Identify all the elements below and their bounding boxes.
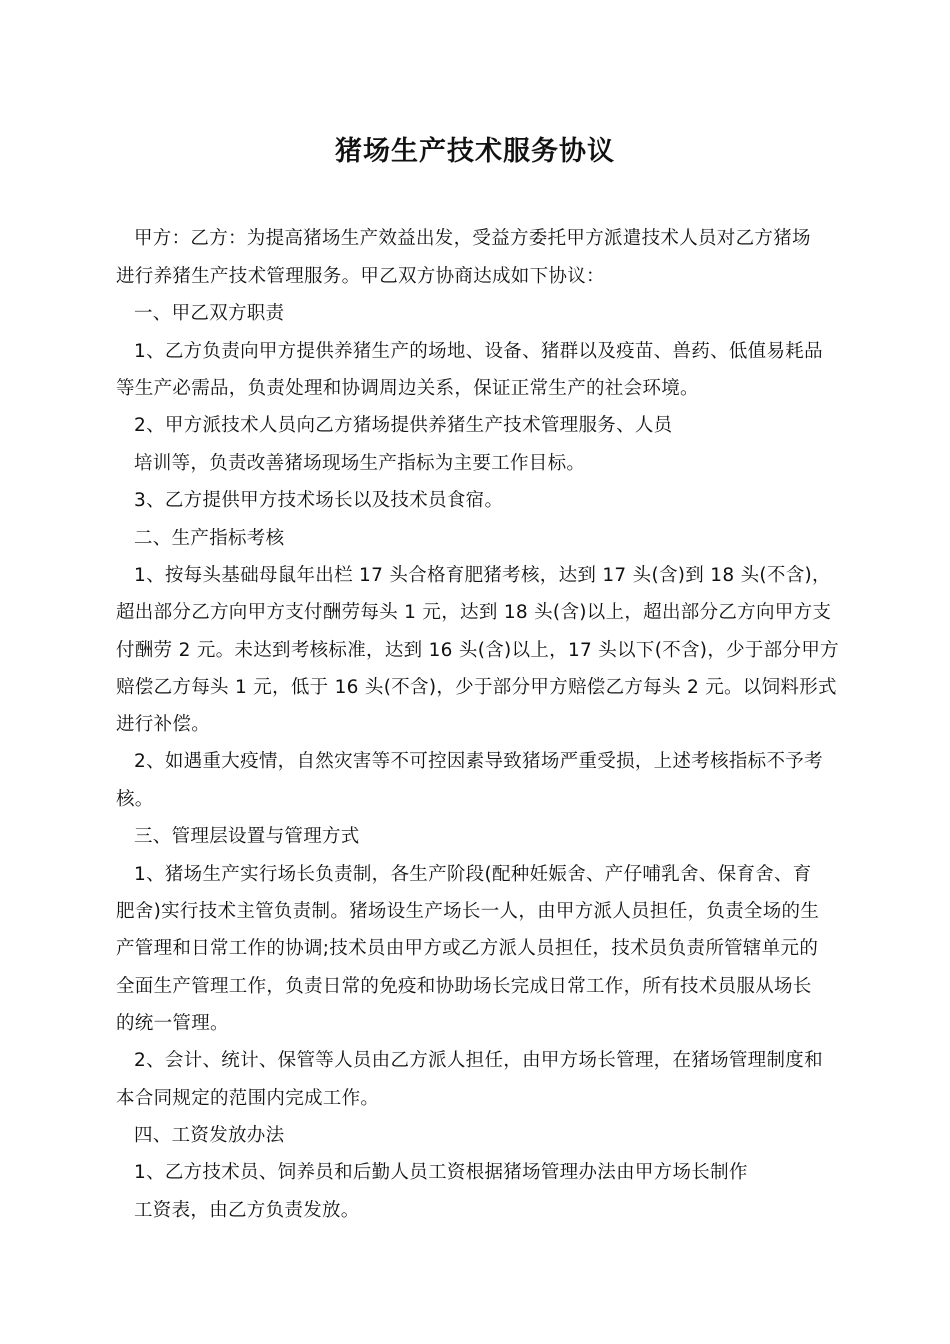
paragraph-line: 进行养猪生产技术管理服务。甲乙双方协商达成如下协议：: [116, 266, 605, 287]
paragraph-line: 超出部分乙方向甲方支付酬劳每头 1 元，达到 18 头(含)以上，超出部分乙方向甲方支: [116, 602, 832, 623]
paragraph-line: 3、乙方提供甲方技术场长以及技术员食宿。: [134, 490, 504, 511]
section-heading: 四、工资发放办法: [134, 1125, 285, 1146]
paragraph-line: 1、乙方技术员、饲养员和后勤人员工资根据猪场管理办法由甲方场长制作: [134, 1162, 748, 1183]
paragraph-line: 产管理和日常工作的协调;技术员由甲方或乙方派人员担任，技术员负责所管辖单元的: [116, 938, 819, 959]
paragraph-line: 肥舍)实行技术主管负责制。猪场设生产场长一人，由甲方派人员担任，负责全场的生: [116, 901, 820, 922]
paragraph-line: 全面生产管理工作，负责日常的免疫和协助场长完成日常工作，所有技术员服从场长: [116, 976, 812, 997]
paragraph-line: 1、按每头基础母鼠年出栏 17 头合格育肥猪考核，达到 17 头(含)到 18 头(不含)，: [134, 565, 831, 586]
paragraph-line: 等生产必需品，负责处理和协调周边关系，保证正常生产的社会环境。: [116, 378, 699, 399]
paragraph-line: 2、如遇重大疫情，自然灾害等不可控因素导致猪场严重受损，上述考核指标不予考: [134, 751, 823, 772]
document-title: 猪场生产技术服务协议: [335, 136, 615, 167]
paragraph-line: 本合同规定的范围内完成工作。: [116, 1088, 380, 1109]
paragraph-line: 付酬劳 2 元。未达到考核标准，达到 16 头(含)以上，17 头以下(不含)，少于部分甲方: [116, 640, 839, 661]
paragraph-line: 1、乙方负责向甲方提供养猪生产的场地、设备、猪群以及疫苗、兽药、低值易耗品: [134, 341, 823, 362]
paragraph-line: 工资表，由乙方负责发放。: [134, 1200, 360, 1221]
paragraph-line: 甲方：乙方：为提高猪场生产效益出发，受益方委托甲方派遣技术人员对乙方猪场: [134, 228, 811, 249]
paragraph-line: 培训等，负责改善猪场现场生产指标为主要工作目标。: [134, 453, 586, 474]
section-heading: 三、管理层设置与管理方式: [134, 826, 360, 847]
paragraph-line: 2、会计、统计、保管等人员由乙方派人担任，由甲方场长管理，在猪场管理制度和: [134, 1050, 823, 1071]
paragraph-line: 进行补偿。: [116, 714, 211, 735]
section-heading: 二、生产指标考核: [134, 528, 285, 549]
section-heading: 一、甲乙双方职责: [134, 303, 285, 324]
paragraph-line: 核。: [116, 789, 154, 810]
paragraph-line: 1、猪场生产实行场长负责制，各生产阶段(配种妊娠舍、产仔哺乳舍、保育舍、育: [134, 864, 812, 885]
paragraph-line: 2、甲方派技术人员向乙方猪场提供养猪生产技术管理服务、人员: [134, 415, 673, 436]
paragraph-line: 的统一管理。: [116, 1013, 229, 1034]
paragraph-line: 赔偿乙方每头 1 元，低于 16 头(不含)，少于部分甲方赔偿乙方每头 2 元。以饲料形式: [116, 677, 837, 698]
